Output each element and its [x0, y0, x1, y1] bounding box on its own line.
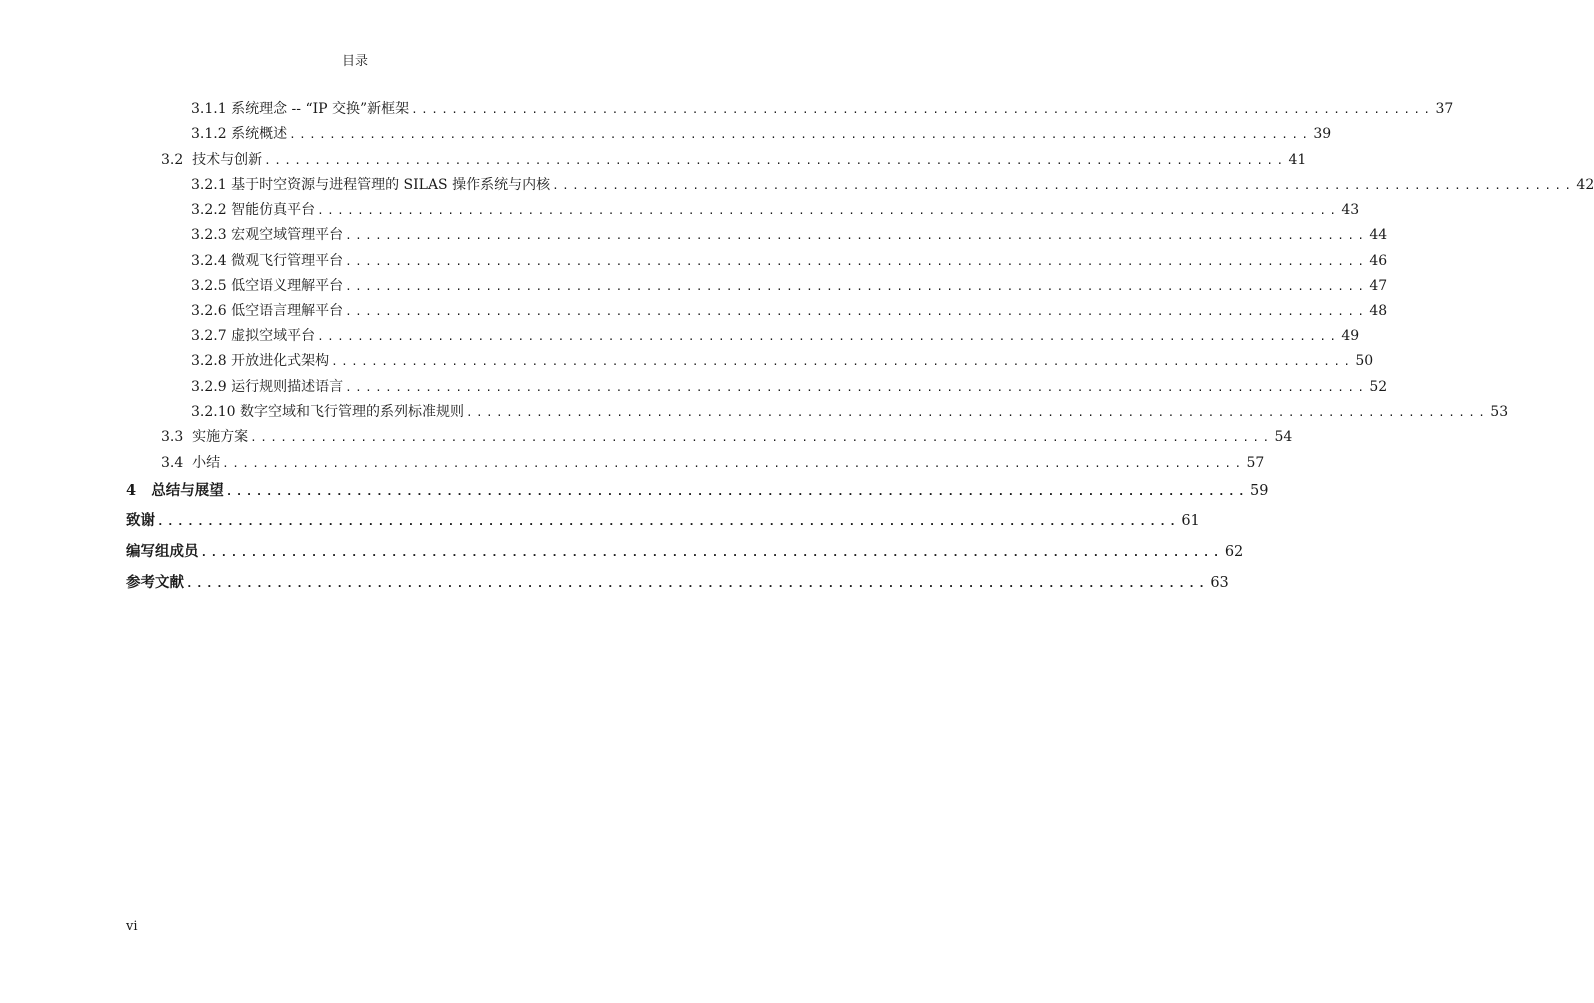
toc-entry-title: 编写组成员 [126, 543, 199, 560]
toc-entry-title: 宏观空域管理平台 [231, 227, 344, 243]
toc-entry[interactable] [191, 199, 1360, 221]
toc-entry-title: 基于时空资源与进程管理的 SILAS 操作系统与内核 [231, 177, 551, 193]
toc-entry-title: 虚拟空域平台 [231, 328, 316, 344]
dot-leader: ...................................................................................................... [250, 431, 1273, 444]
toc-entry[interactable] [191, 300, 1388, 322]
dot-leader: ...................................................................................................... [157, 515, 1180, 528]
toc-entry-page: 44 [1369, 227, 1388, 243]
toc-entry-number: 3.2.2 [191, 202, 232, 218]
toc-entry-page: 39 [1313, 126, 1332, 142]
toc-entry-number: 3.2.1 [191, 177, 232, 193]
dot-leader: ...................................................................................................... [317, 330, 1340, 343]
toc-entry-number: 3.2.6 [191, 303, 232, 319]
toc-entry[interactable] [191, 98, 1454, 120]
dot-leader: ...................................................................................................... [345, 305, 1368, 318]
dot-leader: ...................................................................................................... [264, 154, 1287, 167]
toc-entry-page: 41 [1288, 152, 1307, 168]
toc-entry[interactable] [191, 325, 1360, 347]
toc-entry-number: 3.2.4 [191, 253, 232, 269]
toc-entry-page: 63 [1210, 575, 1229, 591]
toc-entry-number: 4 [126, 482, 152, 499]
dot-leader: ...................................................................................................... [289, 128, 1312, 141]
dot-leader: ...................................................................................................... [317, 204, 1340, 217]
toc-entry-number: 3.2.3 [191, 227, 232, 243]
toc-entry-page: 50 [1355, 353, 1374, 369]
dot-leader: ...................................................................................................... [552, 179, 1575, 192]
toc-entry[interactable] [191, 250, 1388, 272]
toc-entry-title: 低空语言理解平台 [231, 303, 344, 319]
toc-entry-page: 43 [1341, 202, 1360, 218]
toc-entry-number: 3.1.1 [191, 101, 232, 117]
toc-entry-number: 3.2.8 [191, 353, 232, 369]
dot-leader: ...................................................................................................... [345, 381, 1368, 394]
toc-entry-page: 42 [1576, 177, 1594, 193]
toc-entry-number: 3.2.9 [191, 379, 232, 395]
toc-entry-title: 数字空域和飞行管理的系列标准规则 [239, 404, 464, 420]
dot-leader: ...................................................................................................... [345, 229, 1368, 242]
dot-leader: ...................................................................................................... [200, 546, 1223, 559]
toc-entry-number: 3.2.7 [191, 328, 232, 344]
toc-entry-number: 3.1.2 [191, 126, 232, 142]
toc-entry-page: 46 [1369, 253, 1388, 269]
toc-entry-page: 59 [1250, 483, 1269, 499]
toc-entry[interactable] [191, 224, 1388, 246]
toc-entry-page: 47 [1369, 278, 1388, 294]
toc-entry-title: 实施方案 [192, 429, 249, 445]
toc-entry-title: 技术与创新 [192, 152, 263, 168]
toc-entry-page: 52 [1369, 379, 1388, 395]
toc-entry-page: 37 [1435, 101, 1454, 117]
dot-leader: ...................................................................................................... [186, 577, 1209, 590]
toc-entry[interactable] [161, 426, 1293, 448]
toc-entry-number: 3.3 [161, 429, 193, 445]
dot-leader: ...................................................................................................... [345, 280, 1368, 293]
toc-entry[interactable] [191, 174, 1594, 196]
page-header: 目录 [341, 54, 368, 69]
toc-entry[interactable] [161, 149, 1307, 171]
toc-entry-title: 小结 [192, 455, 221, 471]
toc-entry-title: 微观飞行管理平台 [231, 253, 344, 269]
dot-leader: ...................................................................................................... [345, 255, 1368, 268]
toc-entry[interactable] [191, 123, 1332, 145]
toc-entry-page: 54 [1274, 429, 1293, 445]
toc-chapter-entry[interactable] [126, 541, 1244, 563]
toc-entry[interactable] [191, 350, 1374, 372]
dot-leader: ...................................................................................................... [225, 485, 1249, 498]
toc-chapter-entry[interactable] [126, 480, 1269, 502]
toc-entry-title: 总结与展望 [151, 482, 224, 499]
toc-entry-title: 系统概述 [231, 126, 288, 142]
toc-entry-title: 参考文献 [126, 574, 184, 591]
page-number: vi [126, 919, 138, 934]
dot-leader: ...................................................................................................... [331, 355, 1354, 368]
toc-entry-number: 3.2 [161, 152, 193, 168]
toc-entry-title: 智能仿真平台 [231, 202, 316, 218]
toc-entry-number: 3.2.10 [191, 404, 240, 420]
dot-leader: ...................................................................................................... [411, 103, 1434, 116]
toc-entry[interactable] [161, 452, 1265, 474]
toc-entry-title: 低空语义理解平台 [231, 278, 344, 294]
toc-entry[interactable] [191, 401, 1509, 423]
dot-leader: ...................................................................................................... [222, 457, 1245, 470]
toc-chapter-entry[interactable] [126, 572, 1229, 594]
toc-entry-number: 3.4 [161, 455, 193, 471]
toc-entry-page: 57 [1246, 455, 1265, 471]
dot-leader: ...................................................................................................... [465, 406, 1489, 419]
toc-entry-title: 系统理念 -- “IP 交换”新框架 [231, 101, 410, 117]
toc-entry[interactable] [191, 275, 1388, 297]
toc-entry-number: 3.2.5 [191, 278, 232, 294]
toc-entry-page: 53 [1490, 404, 1509, 420]
toc-entry[interactable] [191, 376, 1388, 398]
toc-entry-page: 62 [1224, 544, 1244, 560]
toc-entry-title: 开放进化式架构 [231, 353, 330, 369]
toc-entry-title: 运行规则描述语言 [231, 379, 344, 395]
toc-entry-title: 致谢 [126, 512, 155, 529]
toc-chapter-entry[interactable] [126, 510, 1200, 532]
toc-entry-page: 61 [1181, 513, 1200, 529]
toc-entry-page: 49 [1341, 328, 1360, 344]
toc-entry-page: 48 [1369, 303, 1388, 319]
